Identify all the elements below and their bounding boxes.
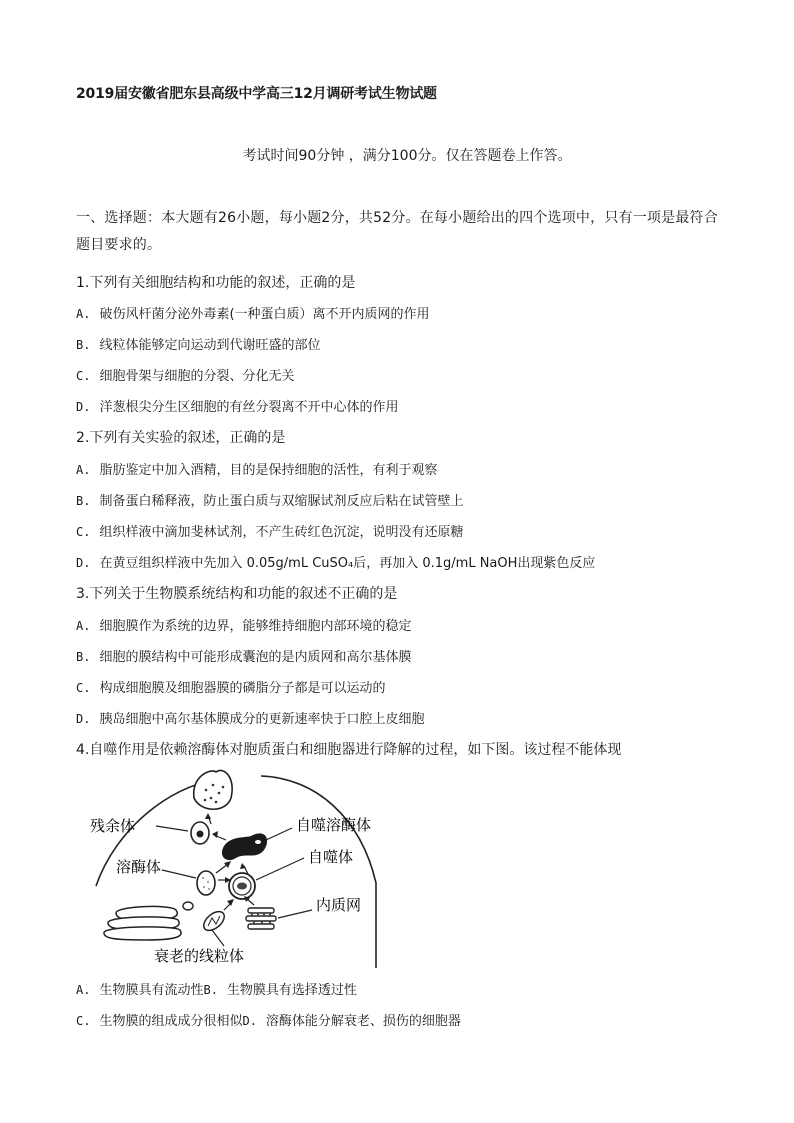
question-2-option-d bbox=[76, 552, 595, 571]
option-text: 脂肪鉴定中加入酒精，目的是保持细胞的活性，有利于观察 bbox=[99, 463, 438, 478]
question-1-option-c bbox=[76, 365, 294, 384]
option-label: A. bbox=[76, 619, 91, 633]
option-text: 生物膜的组成成分很相似 bbox=[99, 1014, 243, 1029]
option-label: B. bbox=[76, 650, 91, 664]
option-text: 制备蛋白稀释液，防止蛋白质与双缩脲试剂反应后粘在试管壁上 bbox=[99, 494, 464, 509]
option-label: B. bbox=[203, 983, 218, 997]
option-text: 细胞骨架与细胞的分裂、分化无关 bbox=[99, 369, 295, 384]
question-1-option-d bbox=[76, 396, 398, 415]
option-text: 胰岛细胞中高尔基体膜成分的更新速率快于口腔上皮细胞 bbox=[99, 712, 425, 727]
section-intro: 一、选择题：本大题有26小题，每小题2分，共52分。在每小题给出的四个选项中，只有一项是最符合题目要求的。 bbox=[76, 210, 718, 253]
exam-title: 2019届安徽省肥东县高级中学高三12月调研考试生物试题 bbox=[76, 86, 437, 102]
option-label: A. bbox=[76, 307, 91, 321]
option-label: D. bbox=[242, 1014, 257, 1028]
autophagolysosome-shape bbox=[222, 833, 267, 860]
option-text: 破伤风杆菌分泌外毒素(一种蛋白质）离不开内质网的作用 bbox=[99, 307, 430, 322]
question-1-option-b bbox=[76, 334, 320, 353]
exocytosis-vesicle bbox=[194, 770, 232, 809]
label-autophagosome: 自噬体 bbox=[308, 848, 354, 866]
label-lysosome: 溶酶体 bbox=[116, 858, 162, 876]
question-2-option-c bbox=[76, 521, 463, 540]
question-2-option-b bbox=[76, 490, 463, 509]
option-text: 在黄豆组织样液中先加入 0.05g/mL CuSO₄后，再加入 0.1g/mL NaOH出现紫色反应 bbox=[99, 556, 596, 571]
option-label: D. bbox=[76, 400, 91, 414]
option-label: D. bbox=[76, 712, 91, 726]
question-4-stem: 4.自噬作用是依赖溶酶体对胞质蛋白和细胞器进行降解的过程，如下图。该过程不能体现 bbox=[76, 742, 622, 758]
question-3-option-c bbox=[76, 677, 385, 696]
option-text: 线粒体能够定向运动到代谢旺盛的部位 bbox=[99, 338, 321, 353]
option-label: D. bbox=[76, 556, 91, 570]
question-3-option-a bbox=[76, 615, 411, 634]
option-label: C. bbox=[76, 369, 91, 383]
option-text: 洋葱根尖分生区细胞的有丝分裂离不开中心体的作用 bbox=[99, 400, 399, 415]
question-3-option-b bbox=[76, 646, 411, 665]
option-text: 生物膜具有选择透过性 bbox=[226, 983, 357, 998]
question-3-stem: 3.下列关于生物膜系统结构和功能的叙述不正确的是 bbox=[76, 586, 398, 602]
golgi-apparatus bbox=[104, 906, 181, 940]
question-4-options-row-2 bbox=[76, 1010, 461, 1029]
label-aging-mitochondrion: 衰老的线粒体 bbox=[154, 947, 245, 965]
option-text: 细胞膜作为系统的边界，能够维持细胞内部环境的稳定 bbox=[99, 619, 412, 634]
option-label: A. bbox=[76, 983, 91, 997]
option-label: A. bbox=[76, 463, 91, 477]
question-3-option-d bbox=[76, 708, 424, 727]
option-text: 溶酶体能分解衰老、损伤的细胞器 bbox=[265, 1014, 461, 1029]
option-text: 生物膜具有流动性 bbox=[99, 983, 204, 998]
question-2-option-a bbox=[76, 459, 437, 478]
exam-subtitle: 考试时间90分钟 ，满分100分。仅在答题卷上作答。 bbox=[242, 148, 572, 164]
lysosome-shape bbox=[197, 871, 215, 895]
question-4-options-row-1 bbox=[76, 979, 357, 998]
option-label: C. bbox=[76, 525, 91, 539]
option-label: B. bbox=[76, 494, 91, 508]
question-1-option-a bbox=[76, 303, 430, 322]
endoplasmic-reticulum bbox=[246, 908, 276, 929]
option-text: 细胞的膜结构中可能形成囊泡的是内质网和高尔基体膜 bbox=[99, 650, 412, 665]
question-1-stem: 1.下列有关细胞结构和功能的叙述，正确的是 bbox=[76, 275, 356, 291]
option-label: B. bbox=[76, 338, 91, 352]
option-label: C. bbox=[76, 1014, 91, 1028]
autophagy-diagram bbox=[76, 768, 406, 968]
option-label: C. bbox=[76, 681, 91, 695]
option-text: 构成细胞膜及细胞器膜的磷脂分子都是可以运动的 bbox=[99, 681, 386, 696]
label-residual-body: 残余体 bbox=[90, 817, 136, 835]
option-text: 组织样液中滴加斐林试剂，不产生砖红色沉淀，说明没有还原糖 bbox=[99, 525, 464, 540]
label-autophagolysosome: 自噬溶酶体 bbox=[296, 816, 372, 834]
question-2-stem: 2.下列有关实验的叙述，正确的是 bbox=[76, 430, 286, 446]
label-er: 内质网 bbox=[316, 896, 362, 914]
